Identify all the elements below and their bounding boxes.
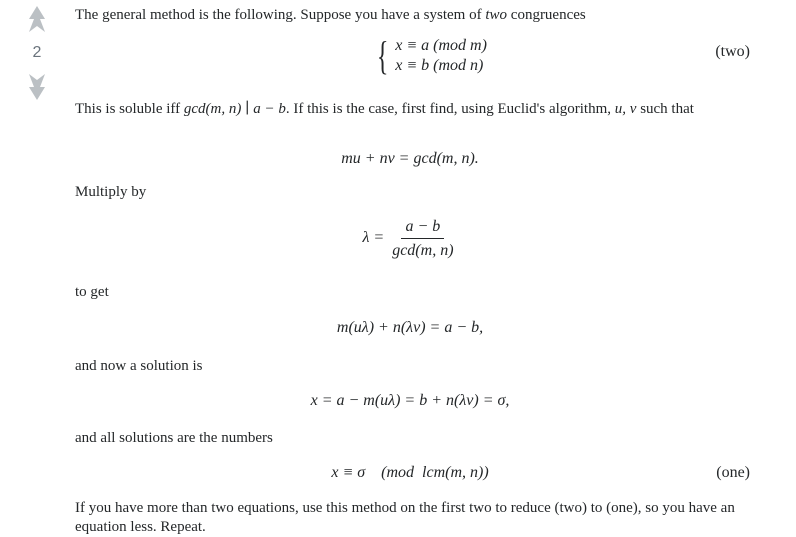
soluble-condition: gcd(m, n) ∣ a − b — [183, 101, 286, 117]
system-lines — [395, 36, 487, 76]
vote-count: 2 — [32, 44, 42, 61]
fraction-numerator: a − b — [401, 217, 444, 239]
system-line-1: x ≡ a (mod m) — [395, 37, 487, 54]
fraction-denominator: gcd(m, n) — [392, 242, 454, 259]
system-equation — [75, 33, 750, 90]
soluble-uv: u, v — [614, 101, 637, 117]
multiply-paragraph: Multiply by — [75, 184, 147, 200]
lambda-equation — [75, 217, 745, 271]
lambda-fraction — [388, 217, 457, 260]
solution-paragraph: and now a solution is — [75, 358, 203, 374]
all-solutions-paragraph: and all solutions are the numbers — [75, 430, 273, 446]
soluble-paragraph — [75, 100, 745, 140]
intro-text-b: congruences — [507, 7, 586, 23]
left-brace: { — [376, 33, 389, 78]
intro-text-a: The general method is the following. Suppose you have a system of — [75, 7, 486, 23]
system-block — [373, 33, 487, 78]
bezout-equation: mu + nv = gcd(m, n). — [341, 150, 479, 167]
system-line-2: x ≡ b (mod n) — [395, 57, 484, 74]
intro-emphasis: two — [485, 7, 508, 23]
answer-body — [75, 6, 750, 537]
intro-paragraph — [75, 6, 745, 28]
soluble-text-b: . If this is the case, first find, using Euclid's algorithm, — [285, 101, 615, 117]
to-get-paragraph: to get — [75, 284, 109, 300]
solution-equation: x = a − m(uλ) = b + n(λv) = σ, — [310, 392, 510, 409]
multiplied-equation: m(uλ) + n(λv) = a − b, — [336, 319, 484, 336]
arrow-down-icon[interactable] — [29, 74, 45, 100]
closing-paragraph: If you have more than two equations, use this method on the first two to reduce (two) to (one), so you have an equation less. Repeat. — [75, 500, 735, 535]
all-solutions-equation — [75, 463, 750, 489]
equation-tag-one: (one) — [716, 464, 750, 481]
vote-column — [22, 6, 52, 100]
arrow-up-icon[interactable] — [29, 6, 45, 32]
lambda-lhs: λ = — [362, 229, 385, 247]
equation-tag-two: (two) — [715, 43, 750, 60]
all-solutions-expression: x ≡ σ (mod lcm(m, n)) — [331, 464, 489, 481]
soluble-text-c: such that — [636, 101, 694, 117]
soluble-text-a: This is soluble iff — [75, 101, 184, 117]
